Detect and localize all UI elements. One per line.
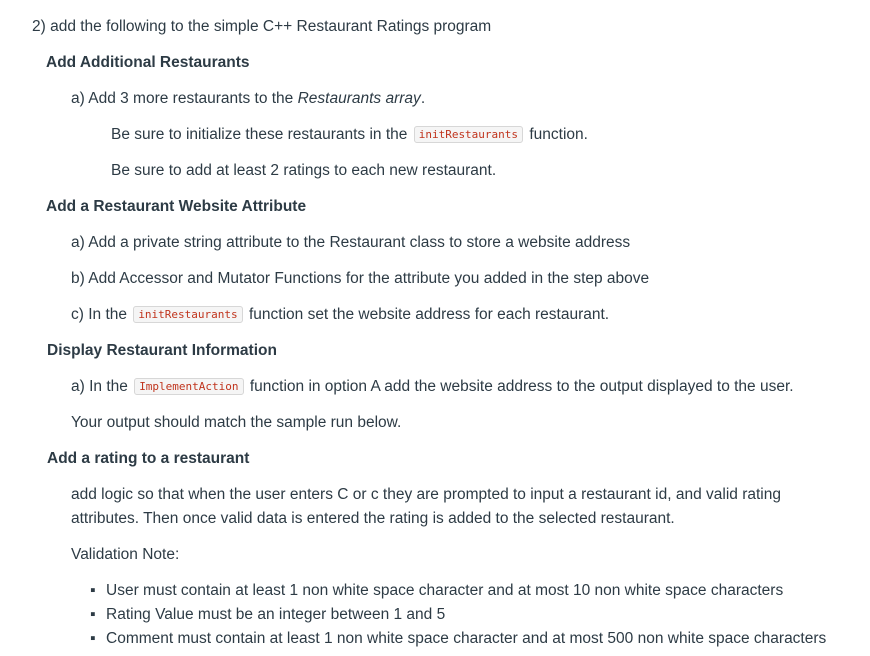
item-private-attribute: a) Add a private string attribute to the Restaurant class to store a website address xyxy=(71,234,631,251)
emphasis-text: Restaurants array xyxy=(297,90,421,107)
list-item-text: User must contain at least 1 non white space character and at most 10 non white space characters xyxy=(106,582,784,599)
note-add-ratings: Be sure to add at least 2 ratings to each new restaurant. xyxy=(111,162,497,179)
paragraph-line-1: add logic so that when the user enters C or c they are prompted to input a restaurant id, and valid rating xyxy=(71,486,781,503)
validation-label: Validation Note: xyxy=(71,546,180,563)
item-accessor-mutator: b) Add Accessor and Mutator Functions for the attribute you added in the step above xyxy=(71,270,650,287)
bullet-icon: ▪ xyxy=(90,606,96,623)
bullet-icon: ▪ xyxy=(90,630,96,647)
item-text-suffix: function set the website address for each restaurant. xyxy=(248,306,610,323)
inline-code: initRestaurants xyxy=(414,126,523,143)
inline-code: ImplementAction xyxy=(134,378,243,395)
item-implement-action xyxy=(71,377,794,397)
section-heading-display-info: Display Restaurant Information xyxy=(47,342,277,359)
item-set-website xyxy=(71,305,609,325)
section-heading-website-attribute: Add a Restaurant Website Attribute xyxy=(46,198,307,215)
item-text: c) In the xyxy=(71,306,127,323)
list-item-text: Comment must contain at least 1 non white space character and at most 500 non white space characters xyxy=(106,630,827,647)
note-text-suffix: function. xyxy=(529,126,588,143)
section-heading-additional-restaurants: Add Additional Restaurants xyxy=(46,54,250,71)
intro-text: 2) add the following to the simple C++ Restaurant Ratings program xyxy=(32,18,492,35)
validation-list xyxy=(88,580,826,652)
item-text: a) In the xyxy=(71,378,128,395)
list-item xyxy=(88,580,826,604)
list-item xyxy=(88,604,826,628)
note-sample-run: Your output should match the sample run below. xyxy=(71,414,402,431)
note-init-restaurants xyxy=(111,125,588,145)
list-item xyxy=(88,628,826,652)
list-item-text: Rating Value must be an integer between 1 and 5 xyxy=(106,606,446,623)
note-text: Be sure to initialize these restaurants in the xyxy=(111,126,408,143)
section-heading-add-rating: Add a rating to a restaurant xyxy=(47,450,250,467)
item-text: a) Add 3 more restaurants to the xyxy=(71,90,298,107)
item-add-restaurants xyxy=(71,89,425,109)
item-text-suffix: function in option A add the website address to the output displayed to the user. xyxy=(249,378,794,395)
bullet-icon: ▪ xyxy=(90,582,96,599)
inline-code: initRestaurants xyxy=(133,306,242,323)
item-text-suffix: . xyxy=(420,90,426,107)
paragraph-line-2: attributes. Then once valid data is entered the rating is added to the selected restaurant. xyxy=(71,510,675,527)
